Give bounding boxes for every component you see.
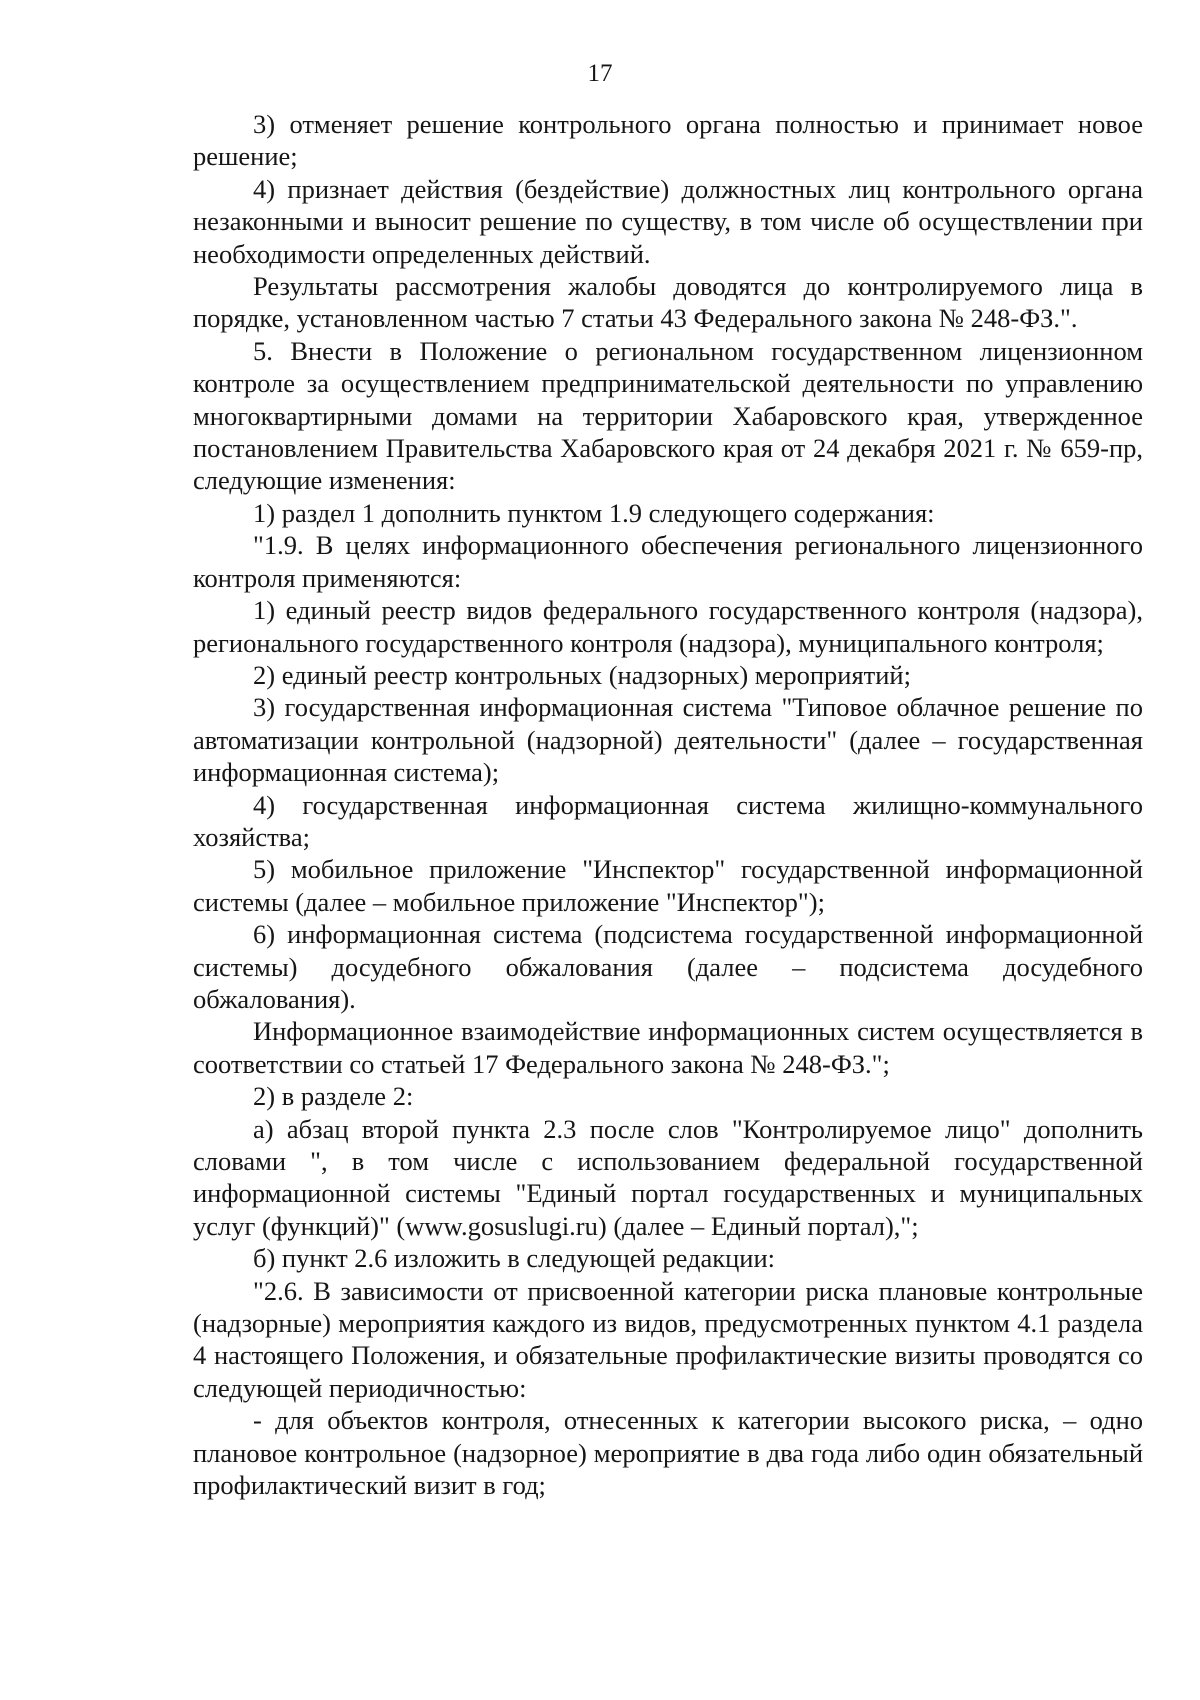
paragraph: 4) государственная информационная система жилищно-коммунального хозяйства; xyxy=(193,789,1143,852)
paragraph: 5) мобильное приложение "Инспектор" государственной информационной системы (далее – мобильное приложение "Инспектор"); xyxy=(193,854,1143,917)
paragraph: 5. Внести в Положение о региональном государственном лицензионном контроле за осуществлением предпринимательской деятельности по управлению многоквартирными домами на территории Хабаровского края, утвержденное постановлением Правительства Хабаровского края от 24 декабря 2021 г. № 659-пр, следующие изменения: xyxy=(193,335,1143,496)
paragraph: 2) единый реестр контрольных (надзорных) мероприятий; xyxy=(253,659,911,690)
paragraph: "2.6. В зависимости от присвоенной категории риска плановые контрольные (надзорные) мероприятия каждого из видов, предусмотренных пунктом 4.1 раздела 4 настоящего Положения, и обязательные профилактические визиты проводятся со следующей периодичностью: xyxy=(193,1275,1143,1403)
paragraph: 1) раздел 1 дополнить пунктом 1.9 следующего содержания: xyxy=(253,497,935,528)
paragraph: Информационное взаимодействие информационных систем осуществляется в соответствии со статьей 17 Федерального закона № 248-ФЗ."; xyxy=(193,1016,1143,1079)
document-body xyxy=(193,108,1143,1501)
paragraph: б) пункт 2.6 изложить в следующей редакции: xyxy=(253,1243,776,1274)
page-number: 17 xyxy=(587,60,613,87)
paragraph: "1.9. В целях информационного обеспечения регионального лицензионного контроля применяются: xyxy=(193,530,1143,593)
paragraph: - для объектов контроля, отнесенных к категории высокого риска, – одно плановое контрольное (надзорное) мероприятие в два года либо один обязательный профилактический визит в год; xyxy=(193,1405,1143,1501)
paragraph: 3) государственная информационная система "Типовое облачное решение по автоматизации контрольной (надзорной) деятельности" (далее – государственная информационная система); xyxy=(193,692,1143,788)
paragraph: 4) признает действия (бездействие) должностных лиц контрольного органа незаконными и выносит решение по существу, в том числе об осуществлении при необходимости определенных действий. xyxy=(193,173,1143,269)
paragraph: 6) информационная система (подсистема государственной информационной системы) досудебного обжалования (далее – подсистема досудебного обжалования). xyxy=(193,919,1143,1014)
paragraph: 2) в разделе 2: xyxy=(253,1081,414,1112)
paragraph: Результаты рассмотрения жалобы доводятся до контролируемого лица в порядке, установленном частью 7 статьи 43 Федерального закона № 248-ФЗ.". xyxy=(193,271,1143,334)
paragraph: а) абзац второй пункта 2.3 после слов "Контролируемое лицо" дополнить словами ", в том числе с использованием федеральной государственной информационной системы "Единый портал государственных и муниципальных услуг (функций)" (www.gosuslugi.ru) (далее – Единый портал),"; xyxy=(193,1113,1143,1241)
paragraph: 1) единый реестр видов федерального государственного контроля (надзора), регионального государственного контроля (надзора), муниципального контроля; xyxy=(193,595,1143,658)
paragraph: 3) отменяет решение контрольного органа полностью и принимает новое решение; xyxy=(193,109,1143,172)
